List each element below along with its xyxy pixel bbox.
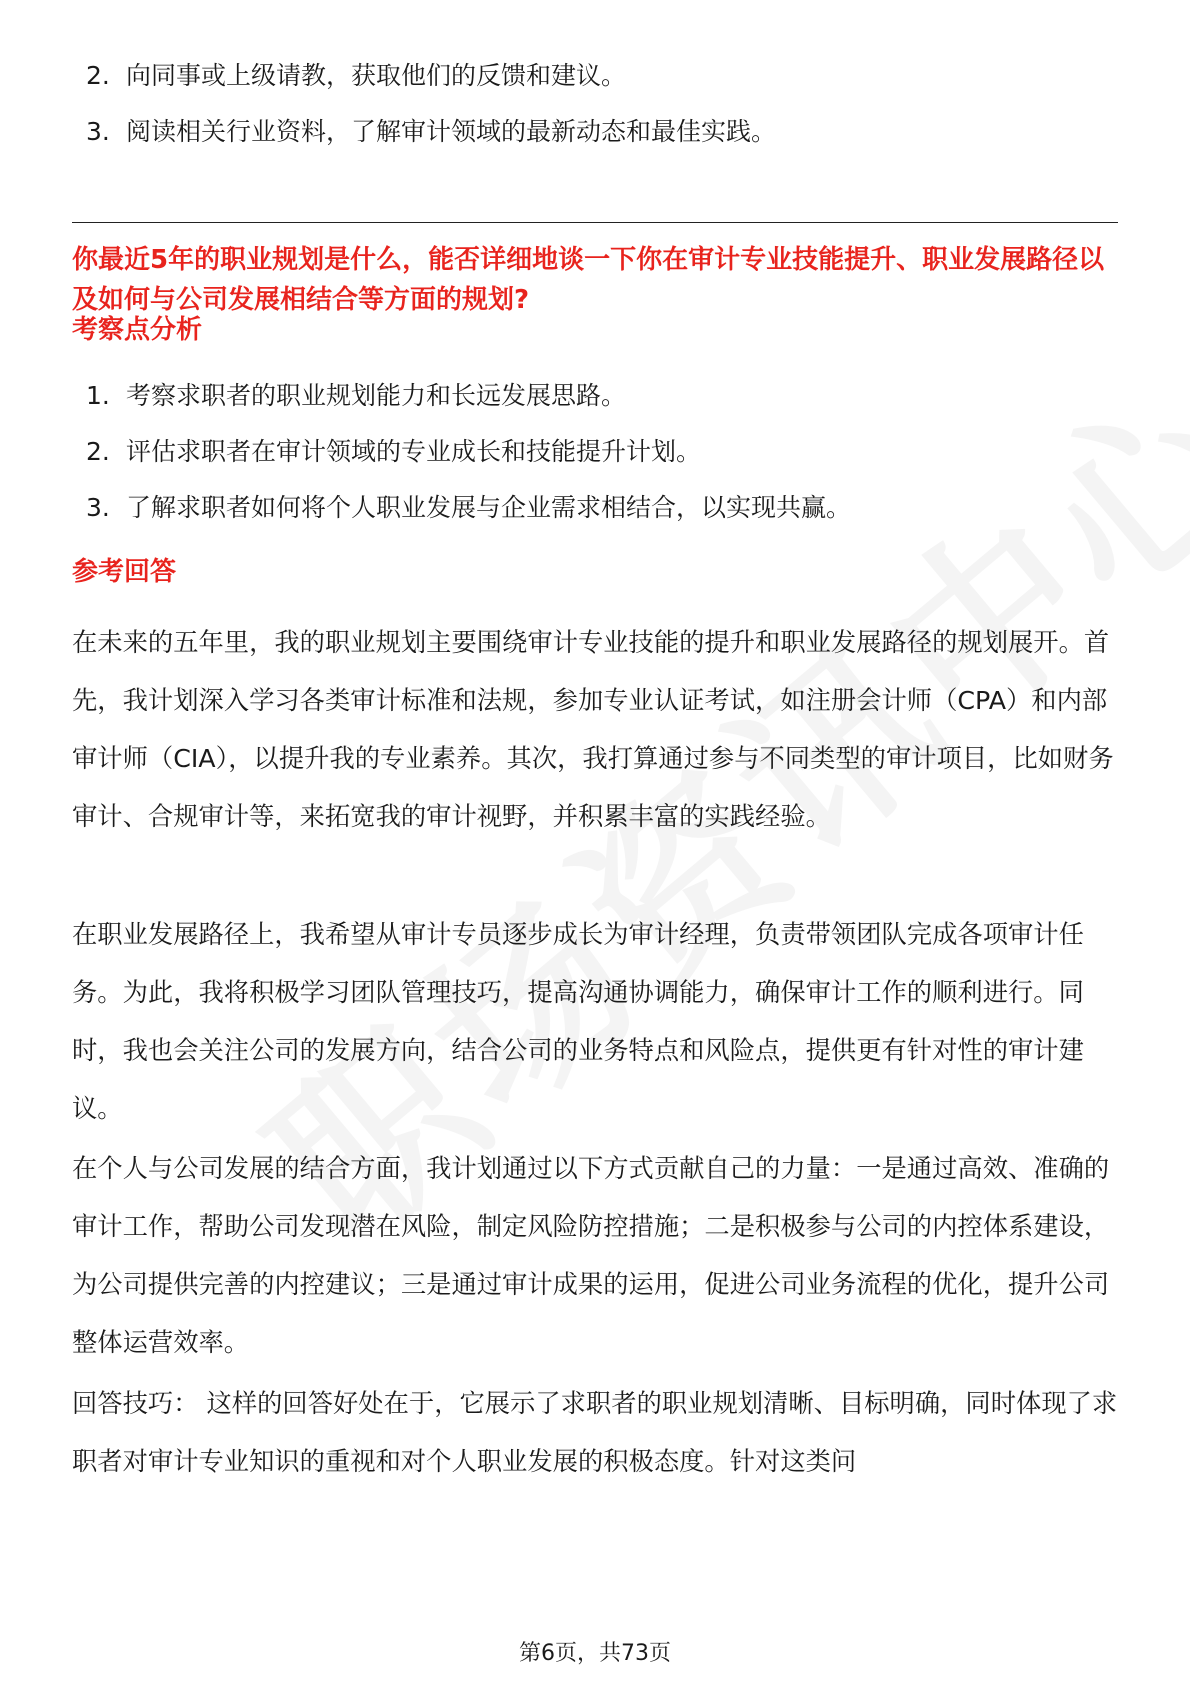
answer-paragraph: 在未来的五年里，我的职业规划主要围绕审计专业技能的提升和职业发展路径的规划展开。首先，我计划深入学习各类审计标准和法规，参加专业认证考试，如注册会计师（CPA）和内部审计师（CIA），以提升我的专业素养。其次，我打算通过参与不同类型的审计项目，比如财务审计、合规审计等，来拓宽我的审计视野，并积累丰富的实践经验。 (72, 628, 1114, 831)
list-item (0, 424, 1190, 480)
list-item (0, 368, 1190, 424)
list-item-text: 评估求职者在审计领域的专业成长和技能提升计划。 (126, 437, 702, 466)
previous-answer-list (0, 48, 1190, 160)
analysis-heading: 考察点分析 (72, 315, 203, 345)
list-item (0, 48, 1190, 104)
answer-paragraph: 在职业发展路径上，我希望从审计专员逐步成长为审计经理，负责带领团队完成各项审计任务。为此，我将积极学习团队管理技巧，提高沟通协调能力，确保审计工作的顺利进行。同时，我也会关注公司的发展方向，结合公司的业务特点和风险点，提供更有针对性的审计建议。 (72, 920, 1084, 1123)
page-footer: 第6页，共73页 (519, 1641, 671, 1666)
list-item-number: 3. (86, 493, 110, 522)
list-item-number: 2. (86, 61, 110, 90)
list-item-text: 了解求职者如何将个人职业发展与企业需求相结合，以实现共赢。 (126, 493, 852, 522)
interview-question: 你最近5年的职业规划是什么，能否详细地谈一下你在审计专业技能提升、职业发展路径以及如何与公司发展相结合等方面的规划? (72, 245, 1105, 315)
list-item-text: 向同事或上级请教，获取他们的反馈和建议。 (126, 61, 627, 90)
answer-heading: 参考回答 (72, 557, 177, 587)
answer-tips-paragraph: 回答技巧： 这样的回答好处在于，它展示了求职者的职业规划清晰、目标明确，同时体现了求职者对审计专业知识的重视和对个人职业发展的积极态度。针对这类问 (72, 1389, 1118, 1476)
list-item (0, 480, 1190, 536)
analysis-list (0, 368, 1190, 536)
section-divider (72, 222, 1118, 223)
list-item-text: 考察求职者的职业规划能力和长远发展思路。 (126, 381, 627, 410)
list-item-number: 1. (86, 381, 110, 410)
list-item-number: 3. (86, 117, 110, 146)
answer-paragraph: 在个人与公司发展的结合方面，我计划通过以下方式贡献自己的力量：一是通过高效、准确的审计工作，帮助公司发现潜在风险，制定风险防控措施；二是积极参与公司的内控体系建设，为公司提供完善的内控建议；三是通过审计成果的运用，促进公司业务流程的优化，提升公司整体运营效率。 (72, 1154, 1110, 1357)
list-item-number: 2. (86, 437, 110, 466)
list-item-text: 阅读相关行业资料，了解审计领域的最新动态和最佳实践。 (126, 117, 777, 146)
list-item (0, 104, 1190, 160)
